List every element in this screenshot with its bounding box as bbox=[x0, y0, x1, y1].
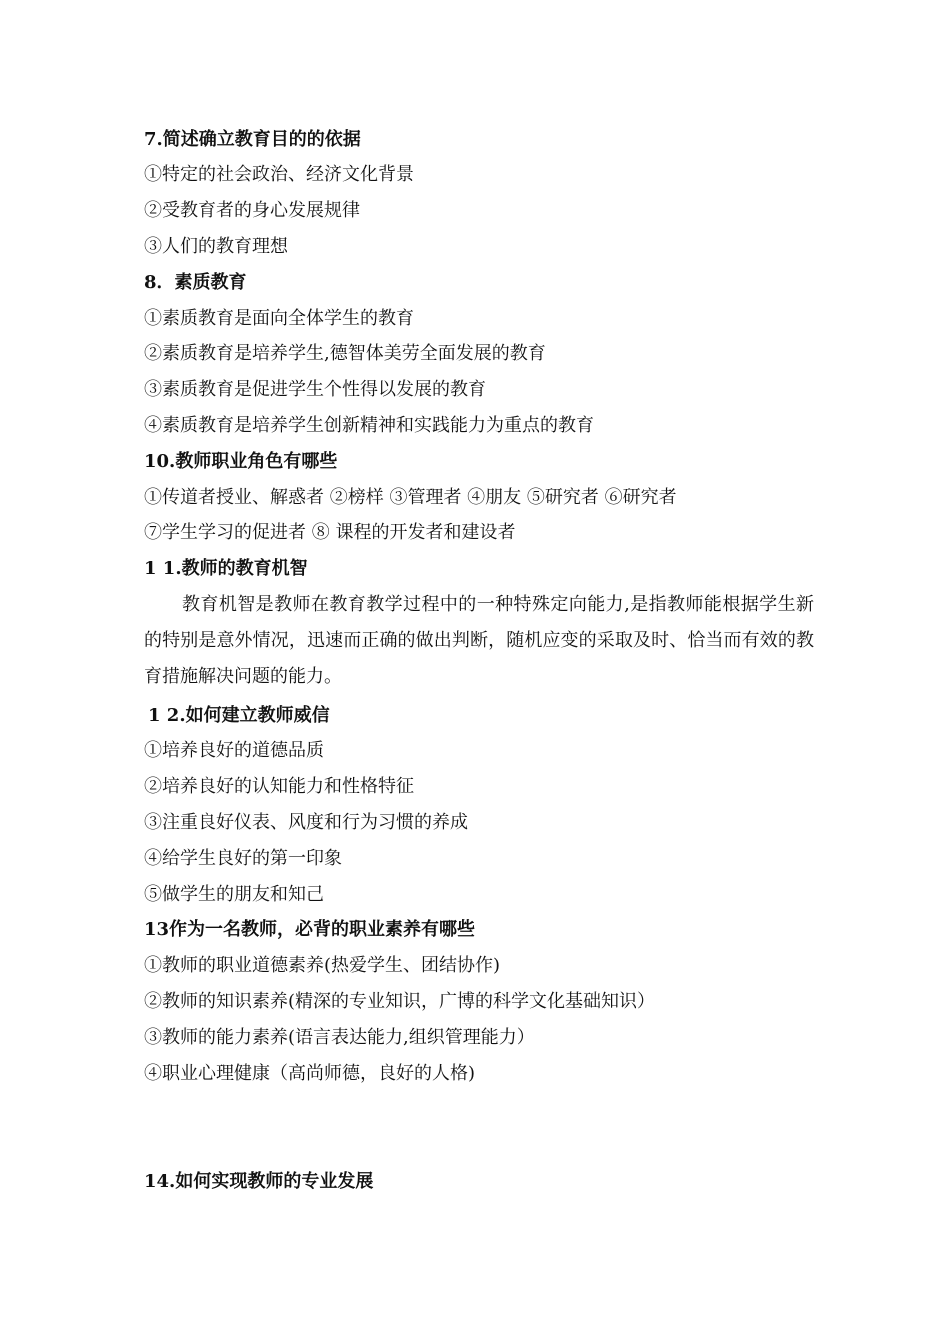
section-12-item-4: ④给学生良好的第一印象 bbox=[144, 848, 342, 869]
section-8-item-4: ④素质教育是培养学生创新精神和实践能力为重点的教育 bbox=[144, 415, 594, 436]
section-11-paragraph: 教育机智是教师在教育教学过程中的一种特殊定向能力,是指教师能根据学生新的特别是意外情况，迅速而正确的做出判断，随机应变的采取及时、恰当而有效的教育措施解决问题的能力。 bbox=[144, 594, 814, 687]
section-12-heading: 1 2.如何建立教师威信 bbox=[148, 705, 330, 726]
section-7-item-1: ①特定的社会政治、经济文化背景 bbox=[144, 164, 414, 185]
section-13-heading: 13作为一名教师，必背的职业素养有哪些 bbox=[144, 919, 476, 940]
section-7-item-2: ②受教育者的身心发展规律 bbox=[144, 200, 360, 221]
section-8-heading: 8．素质教育 bbox=[144, 272, 247, 293]
section-12-item-2: ②培养良好的认知能力和性格特征 bbox=[144, 776, 414, 797]
section-12-item-1: ①培养良好的道德品质 bbox=[144, 740, 324, 761]
section-14-heading: 14.如何实现教师的专业发展 bbox=[144, 1171, 374, 1192]
section-13-item-1: ①教师的职业道德素养(热爱学生、团结协作) bbox=[144, 955, 501, 976]
section-7-item-3: ③人们的教育理想 bbox=[144, 236, 288, 257]
section-12-item-3: ③注重良好仪表、风度和行为习惯的养成 bbox=[144, 812, 468, 833]
section-11-heading: 1 1.教师的教育机智 bbox=[144, 558, 308, 579]
section-8-item-3: ③素质教育是促进学生个性得以发展的教育 bbox=[144, 379, 486, 400]
section-7-heading: 7.简述确立教育目的的依据 bbox=[144, 129, 361, 150]
section-13-item-4: ④职业心理健康（高尚师德，良好的人格) bbox=[144, 1063, 476, 1084]
section-12-item-5: ⑤做学生的朋友和知己 bbox=[144, 884, 324, 905]
section-8-item-2: ②素质教育是培养学生,德智体美劳全面发展的教育 bbox=[144, 343, 546, 364]
section-8-item-1: ①素质教育是面向全体学生的教育 bbox=[144, 308, 414, 329]
section-13-item-2: ②教师的知识素养(精深的专业知识，广博的科学文化基础知识） bbox=[144, 991, 656, 1012]
section-10-item-2: ⑦学生学习的促进者 ⑧ 课程的开发者和建设者 bbox=[144, 522, 516, 543]
section-13-item-3: ③教师的能力素养(语言表达能力,组织管理能力） bbox=[144, 1027, 535, 1048]
section-10-item-1: ①传道者授业、解惑者 ②榜样 ③管理者 ④朋友 ⑤研究者 ⑥研究者 bbox=[144, 487, 677, 508]
section-10-heading: 10.教师职业角色有哪些 bbox=[144, 451, 338, 472]
